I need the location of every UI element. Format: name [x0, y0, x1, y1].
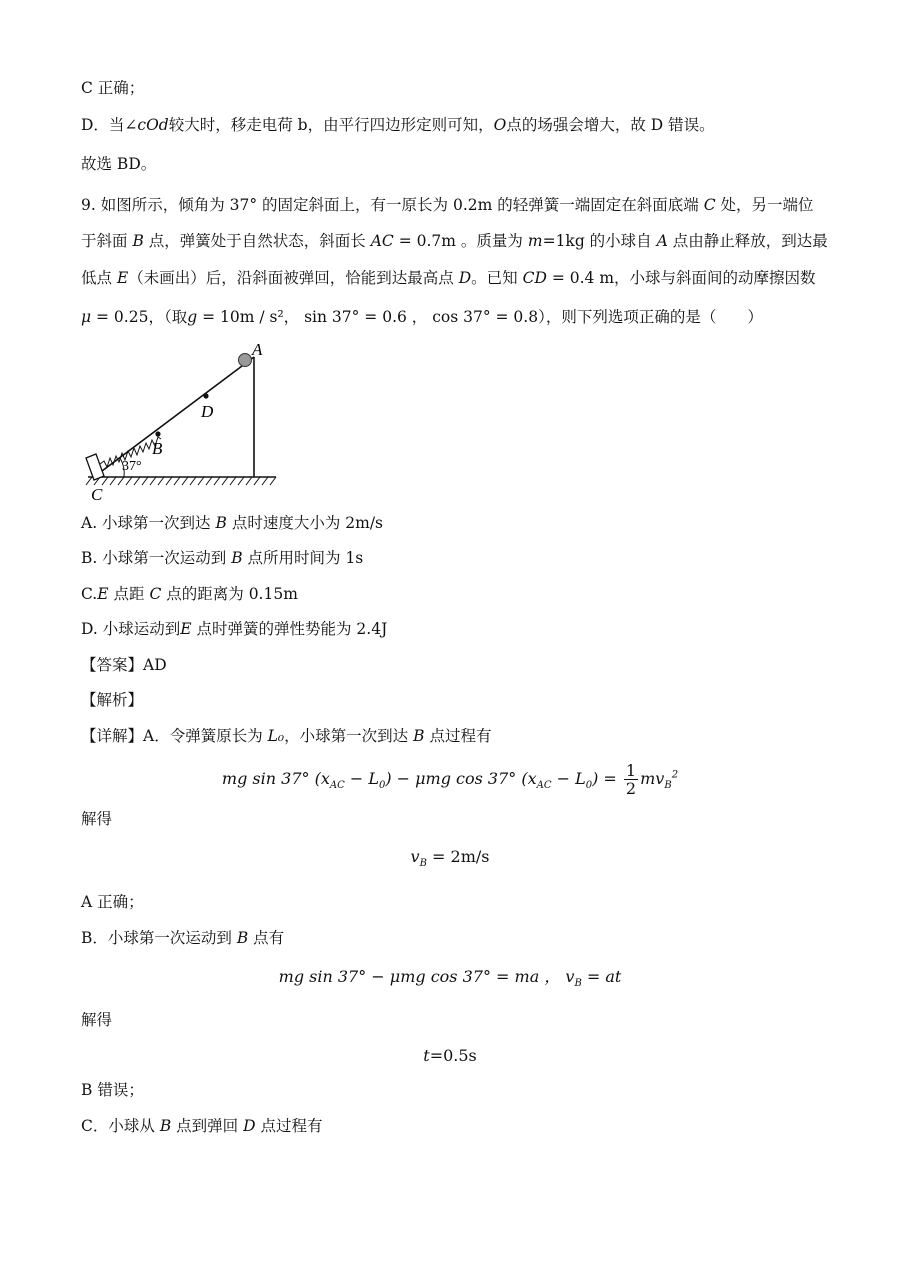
equation-1: mg sin 37° $(x_{AC} - L_0) - \mu mg$ cos 37° $(x_{AC} - L_0)$ = $\frac{1}{2}$ $mv_B^2$ [221, 761, 679, 798]
detail-a: 【详解】A．令弹簧原长为 L₀，小球第一次到达 B 点过程有 [81, 727, 492, 745]
detail-b: B．小球第一次运动到 B 点有 [81, 929, 285, 947]
option-d: D. 小球运动到E 点时弹簧的弹性势能为 2.4J [81, 620, 388, 638]
point-d-dot [203, 393, 208, 398]
fraction-half: $\frac{1}{2}$ [625, 761, 637, 798]
label-d: D [201, 402, 214, 421]
text-line: D．当∠cOd较大时，移走电荷 b，由平行四边形定则可知，O点的场强会增大，故 D 错误。 [81, 116, 715, 134]
question-9-stem: 低点 E（未画出）后，沿斜面被弹回，恰能到达最高点 D。已知 CD = 0.4 m，小球与斜面间的动摩擦因数 [81, 269, 816, 287]
ball [239, 354, 252, 367]
equation-2: $v_B = 2m/s$ [410, 847, 490, 870]
option-a: A. 小球第一次到达 B 点时速度大小为 2m/s [81, 514, 383, 532]
analysis-heading: 【解析】 [81, 691, 144, 709]
angle-label: 37° [122, 459, 142, 474]
text-line: B 错误； [81, 1081, 144, 1099]
label-c: C [91, 485, 103, 504]
point-b-dot [155, 431, 160, 436]
text-line: A 正确； [81, 893, 144, 911]
wall-block [86, 454, 104, 480]
text-line: C 正确； [81, 79, 145, 97]
question-9-stem: 9. 如图所示，倾角为 37° 的固定斜面上，有一原长为 0.2m 的轻弹簧一端固定在斜面底端 C 处，另一端位 [81, 196, 814, 214]
equation-4: t=0.5s [423, 1046, 477, 1065]
label-b: B [152, 439, 163, 458]
incline-figure [80, 340, 280, 505]
solve-label: 解得 [81, 1011, 113, 1029]
detail-c: C．小球从 B 点到弹回 D 点过程有 [81, 1117, 323, 1135]
label-a: A [252, 340, 263, 359]
text-line: 故选 BD。 [81, 155, 157, 173]
answer-line: 【答案】AD [81, 656, 167, 674]
option-b: B. 小球第一次运动到 B 点所用时间为 1s [81, 549, 364, 567]
ground-hatch [86, 477, 276, 485]
question-9-stem: μ = 0.25，（取g = 10m / s²， sin 37° = 0.6 ， cos 37° = 0.8），则下列选项正确的是（ ） [81, 308, 763, 326]
option-c: C.E 点距 C 点的距离为 0.15m [81, 585, 298, 603]
equation-3: mg sin 37° − μmg cos 37° = ma ， $v_B$ = at [278, 967, 622, 990]
solve-label: 解得 [81, 810, 113, 828]
question-9-stem: 于斜面 B 点，弹簧处于自然状态，斜面长 AC = 0.7m 。质量为 m=1kg 的小球自 A 点由静止释放，到达最 [81, 232, 828, 250]
